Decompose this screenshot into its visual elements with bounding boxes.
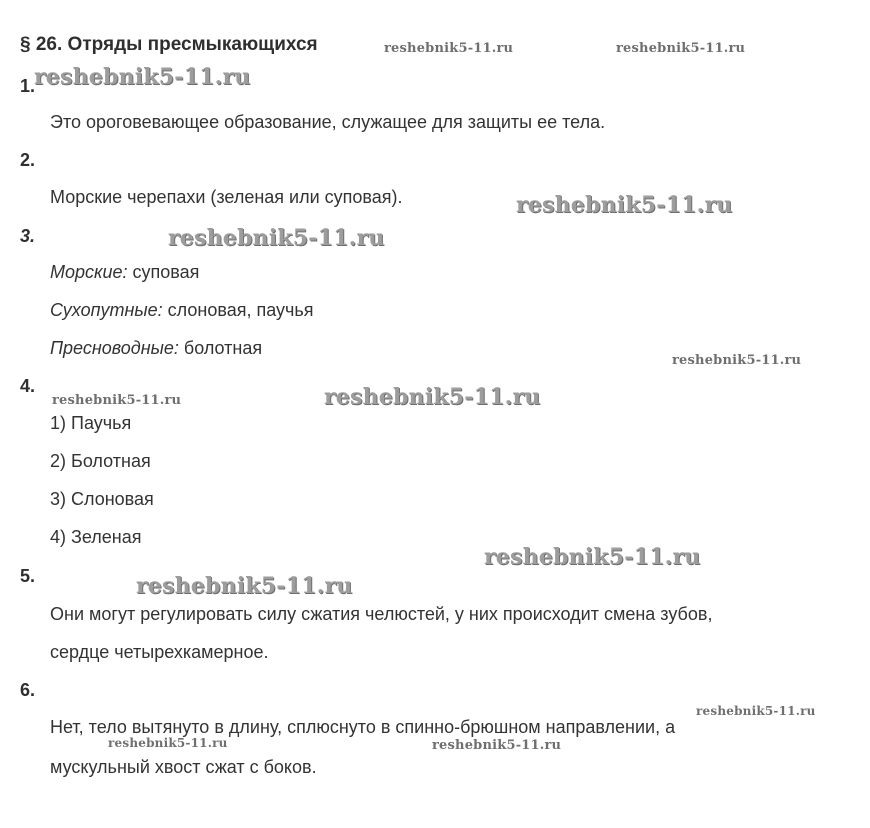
section-4-item-4: 4) Зеленая	[50, 527, 142, 547]
watermark: reshebnik5-11.ru	[168, 225, 385, 251]
section-2-number: 2.	[20, 150, 36, 170]
page-title: § 26. Отряды пресмыкающихся	[20, 34, 318, 55]
section-6-line-2: мускульный хвост сжат с боков.	[50, 757, 317, 777]
section-3-label-land: Сухопутные:	[50, 300, 163, 320]
watermark: reshebnik5-11.ru	[432, 738, 562, 753]
section-3-value-sea: суповая	[127, 262, 200, 282]
watermark: reshebnik5-11.ru	[52, 393, 182, 408]
watermark: reshebnik5-11.ru	[324, 384, 541, 410]
section-3-label-freshwater: Пресноводные:	[50, 338, 179, 358]
section-6-number: 6.	[20, 680, 36, 700]
section-3-row-freshwater	[50, 338, 262, 359]
section-3-row-sea	[50, 262, 199, 283]
section-4-number: 4.	[20, 376, 36, 396]
section-5-line-1: Они могут регулировать силу сжатия челюстей, у них происходит смена зубов,	[50, 604, 713, 624]
watermark: reshebnik5-11.ru	[484, 544, 701, 570]
watermark: reshebnik5-11.ru	[384, 41, 514, 56]
section-4-item-1: 1) Паучья	[50, 413, 132, 433]
section-2-text: Морские черепахи (зеленая или суповая).	[50, 187, 403, 207]
watermark: reshebnik5-11.ru	[516, 192, 733, 218]
section-6-line-1: Нет, тело вытянуто в длину, сплюснуто в спинно-брюшном направлении, а	[50, 717, 676, 737]
section-3-label-sea: Морские:	[50, 262, 128, 282]
watermark: reshebnik5-11.ru	[672, 353, 802, 368]
section-5-number: 5.	[20, 566, 36, 586]
watermark: reshebnik5-11.ru	[136, 573, 353, 599]
section-3-value-freshwater: болотная	[178, 338, 263, 358]
section-4-item-2: 2) Болотная	[50, 451, 151, 471]
section-1-text: Это ороговевающее образование, служащее для защиты ее тела.	[50, 112, 606, 132]
section-1-number: 1.	[20, 76, 36, 96]
watermark: reshebnik5-11.ru	[616, 41, 746, 56]
section-3-row-land	[50, 300, 314, 321]
watermark: reshebnik5-11.ru	[696, 704, 816, 718]
section-3-number: 3.	[20, 226, 36, 246]
section-4-item-3: 3) Слоновая	[50, 489, 154, 509]
watermark: reshebnik5-11.ru	[108, 736, 228, 750]
section-3-value-land: слоновая, паучья	[162, 300, 314, 320]
section-5-line-2: сердце четырехкамерное.	[50, 642, 269, 662]
watermark: reshebnik5-11.ru	[34, 64, 251, 90]
